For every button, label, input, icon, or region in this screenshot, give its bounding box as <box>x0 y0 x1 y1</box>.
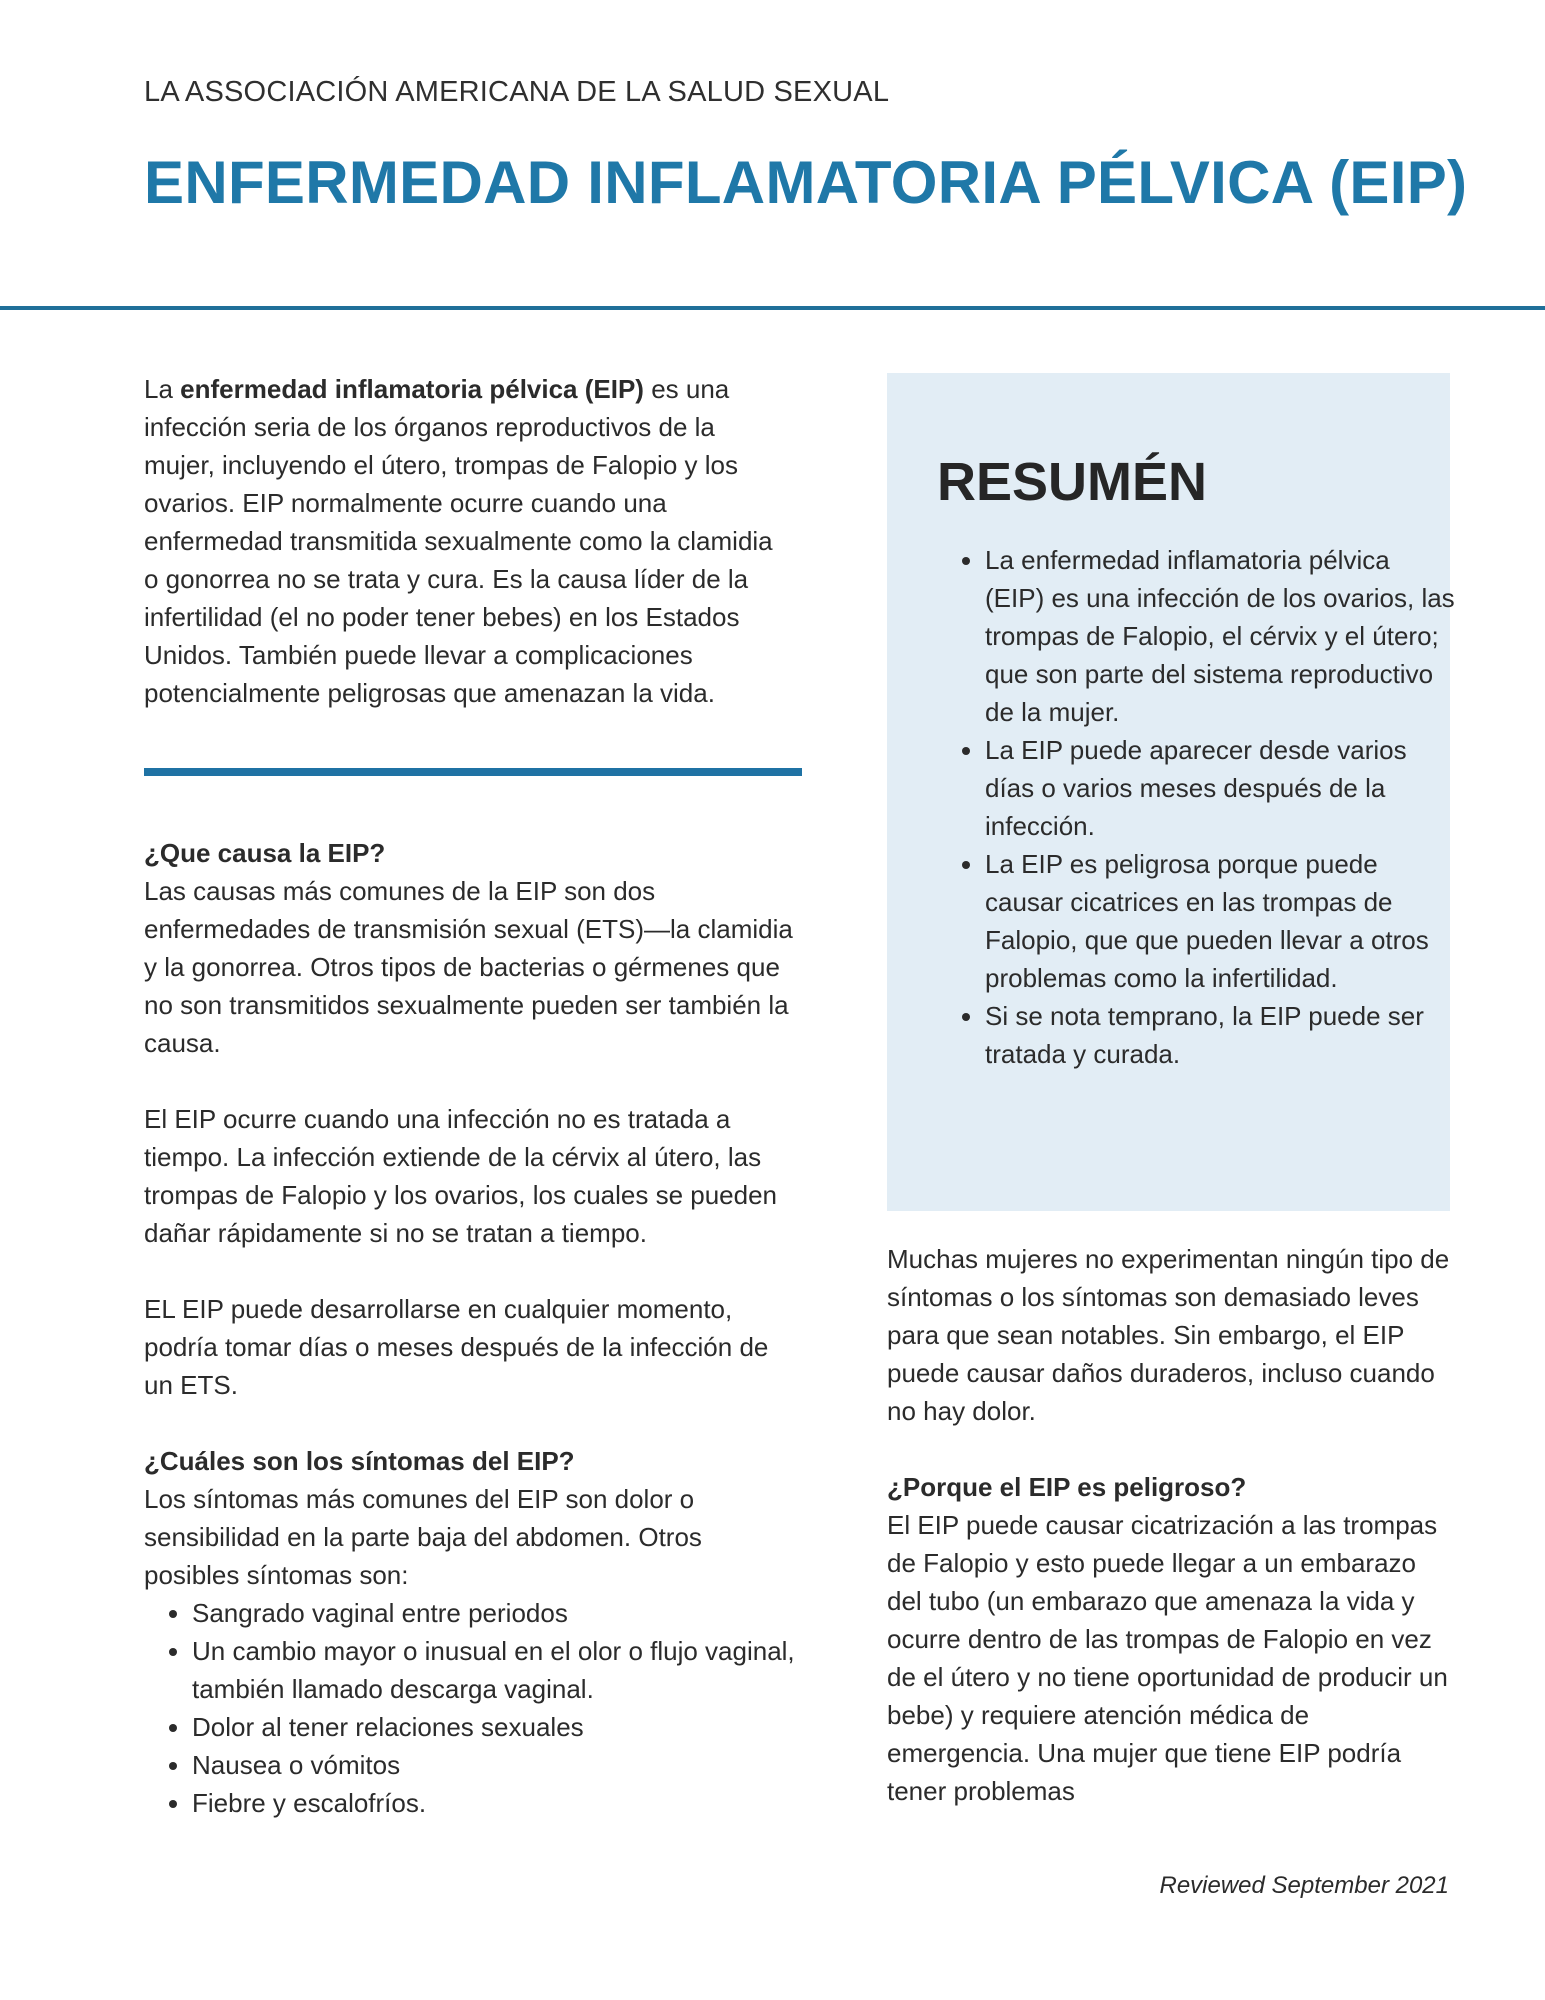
list-item: • Si se nota temprano, la EIP puede ser tratada y curada. <box>985 997 1455 1073</box>
summary-list <box>937 541 1455 1073</box>
causes-paragraph-2: El EIP ocurre cuando una infección no es tratada a tiempo. La infección extiende de la cérvix al útero, las trompas de Falopio y los ovarios, los cuales se pueden dañar rápidamente si no se tratan a tiempo. <box>144 1104 778 1248</box>
causes-paragraph-1: Las causas más comunes de la EIP son dos enfermedades de transmisión sexual (ETS)—la clamidia y la gonorrea. Otros tipos de bacterias o gérmenes que no son transmitidos sexualmente pueden ser también la causa. <box>144 876 793 1058</box>
list-item: • Sangrado vaginal entre periodos <box>192 1594 804 1632</box>
page-title: ENFERMEDAD INFLAMATORIA PÉLVICA (EIP) <box>144 149 1468 216</box>
left-column <box>144 370 804 1822</box>
section-divider <box>144 768 802 776</box>
reviewed-date: Reviewed September 2021 <box>1159 1872 1449 1899</box>
symptoms-list <box>144 1594 804 1822</box>
organization-name: LA ASSOCIACIÓN AMERICANA DE LA SALUD SEXUAL <box>144 76 890 108</box>
symptoms-note-paragraph: Muchas mujeres no experimentan ningún tipo de síntomas o los síntomas son demasiado leves para que sean notables. Sin embargo, el EIP puede causar daños duraderos, incluso cuando no hay dolor. <box>887 1244 1450 1426</box>
list-item: • Dolor al tener relaciones sexuales <box>192 1708 804 1746</box>
danger-heading: ¿Porque el EIP es peligroso? <box>887 1472 1247 1502</box>
danger-paragraph: El EIP puede causar cicatrización a las trompas de Falopio y esto puede llegar a un embarazo del tubo (un embarazo que amenaza la vida y ocurre dentro de las trompas de Falopio en vez de el útero y no tiene oportunidad de producir un bebe) y requiere atención médica de emergencia. Una mujer que tiene EIP podría tener problemas <box>887 1510 1448 1806</box>
right-column <box>887 1240 1457 1810</box>
list-item: • La EIP puede aparecer desde varios días o varios meses después de la infección. <box>985 731 1455 845</box>
list-item: • La enfermedad inflamatoria pélvica (EIP) es una infección de los ovarios, las trompas de Falopio, el cérvix y el útero; que son parte del sistema reproductivo de la mujer. <box>985 541 1455 731</box>
symptoms-heading: ¿Cuáles son los síntomas del EIP? <box>144 1446 575 1476</box>
summary-box <box>887 373 1455 1211</box>
symptoms-intro: Los síntomas más comunes del EIP son dolor o sensibilidad en la parte baja del abdomen. Otros posibles síntomas son: <box>144 1484 702 1590</box>
causes-heading: ¿Que causa la EIP? <box>144 838 386 868</box>
list-item: • Nausea o vómitos <box>192 1746 804 1784</box>
causes-paragraph-3: EL EIP puede desarrollarse en cualquier momento, podría tomar días o meses después de la infección de un ETS. <box>144 1294 769 1400</box>
summary-heading: RESUMÉN <box>937 452 1208 512</box>
list-item: • La EIP es peligrosa porque puede causar cicatrices en las trompas de Falopio, que que pueden llevar a otros problemas como la infertilidad. <box>985 845 1455 997</box>
list-item: • Fiebre y escalofríos. <box>192 1784 804 1822</box>
header-divider <box>0 306 1545 310</box>
intro-bold-term: enfermedad inflamatoria pélvica (EIP) <box>180 374 644 404</box>
intro-paragraph: La enfermedad inflamatoria pélvica (EIP) es una infección seria de los órganos reproductivos de la mujer, incluyendo el útero, trompas de Falopio y los ovarios. EIP normalmente ocurre cuando una enfermedad transmitida sexualmente como la clamidia o gonorrea no se trata y cura. Es la causa líder de la infertilidad (el no poder tener bebes) en los Estados Unidos. También puede llevar a complicaciones potencialmente peligrosas que amenazan la vida. <box>144 374 773 708</box>
list-item: • Un cambio mayor o inusual en el olor o flujo vaginal, también llamado descarga vaginal. <box>192 1632 804 1708</box>
